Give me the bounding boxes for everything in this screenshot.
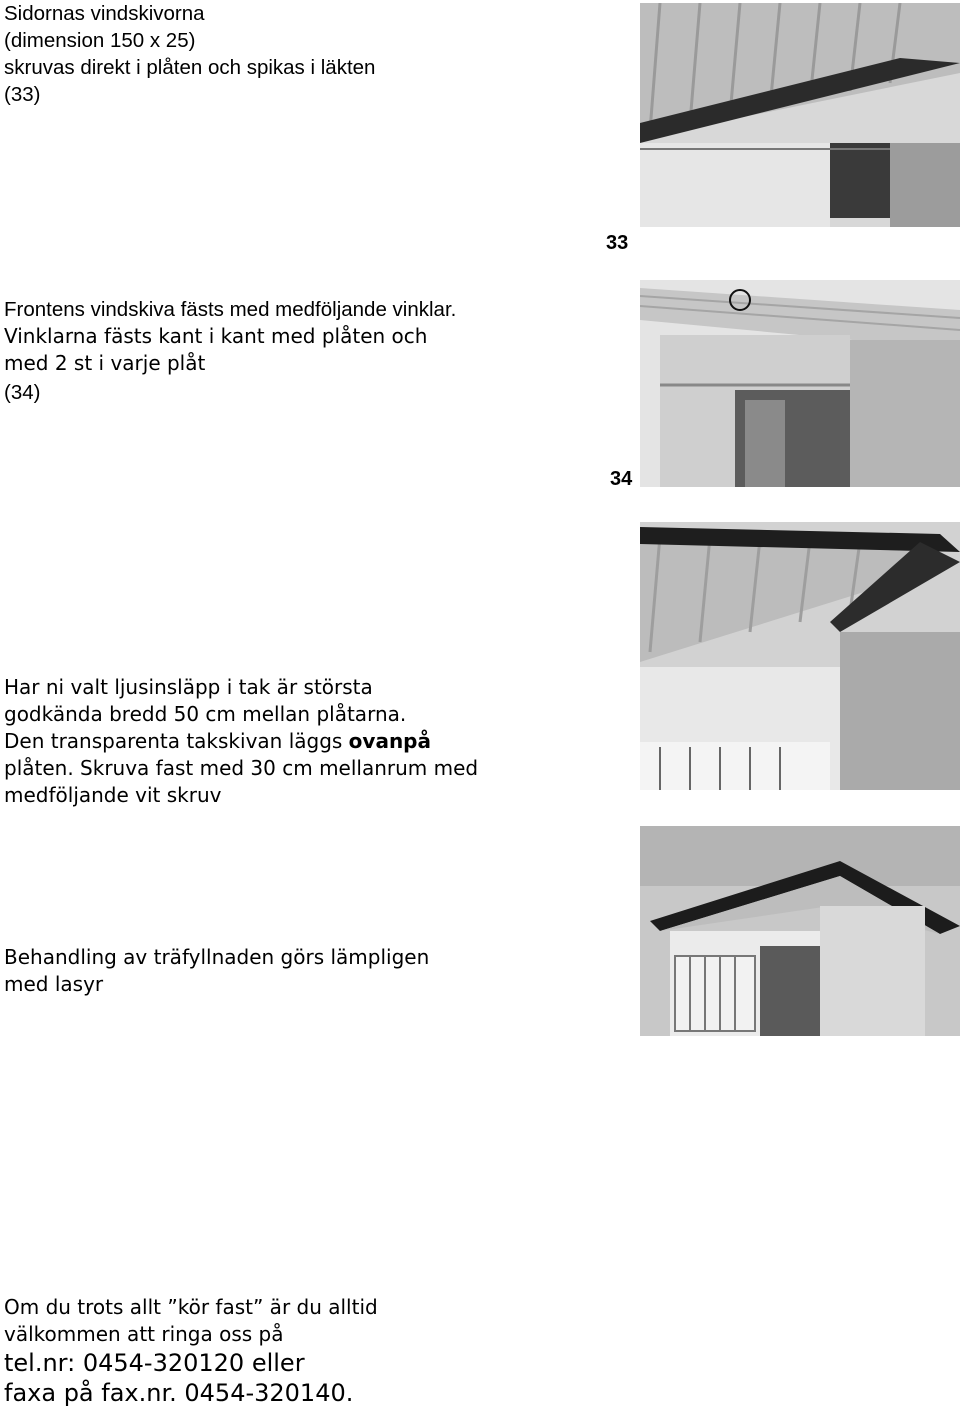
text-line: Frontens vindskiva fästs med medföljande vinklar.: [4, 298, 457, 321]
text-line: Har ni valt ljusinsläpp i tak är största: [4, 675, 373, 699]
figure-label: 34: [610, 468, 633, 490]
text-line: (dimension 150 x 25): [4, 29, 196, 52]
figure-label: 33: [606, 232, 629, 254]
text-span: Den transparenta takskivan läggs: [4, 729, 349, 753]
text-line: med lasyr: [4, 972, 104, 996]
photo-finished-box: [640, 826, 960, 1036]
text-line: Om du trots allt ”kör fast” är du alltid: [4, 1295, 378, 1319]
phone-number: tel.nr: 0454-320120 eller: [4, 1349, 305, 1377]
text-line: med 2 st i varje plåt: [4, 351, 206, 375]
fax-number: faxa på fax.nr. 0454-320140.: [4, 1379, 354, 1407]
text-line: plåten. Skruva fast med 30 cm mellanrum med: [4, 756, 479, 780]
text-line: (34): [4, 381, 41, 404]
text-line: godkända bredd 50 cm mellan plåtarna.: [4, 702, 407, 726]
text-line: medföljande vit skruv: [4, 783, 222, 807]
text-line: (33): [4, 83, 41, 106]
photo-image: [640, 522, 960, 790]
text-line: välkommen att ringa oss på: [4, 1322, 284, 1346]
emphasis-text: ovanpå: [348, 729, 431, 753]
text-line: Sidornas vindskivorna: [4, 2, 205, 25]
photo-image: [640, 280, 960, 487]
text-line: Vinklarna fästs kant i kant med plåten och: [4, 324, 428, 348]
photo-image: [640, 3, 960, 227]
photo-front-windboard: [640, 280, 960, 487]
text-line: skruvas direkt i plåten och spikas i läkten: [4, 56, 376, 79]
photo-side-windboards: [640, 3, 960, 227]
text-line: Behandling av träfyllnaden görs lämpligen: [4, 945, 430, 969]
photo-transparent-roof: [640, 522, 960, 790]
text-line: [4, 728, 431, 755]
photo-image: [640, 826, 960, 1036]
